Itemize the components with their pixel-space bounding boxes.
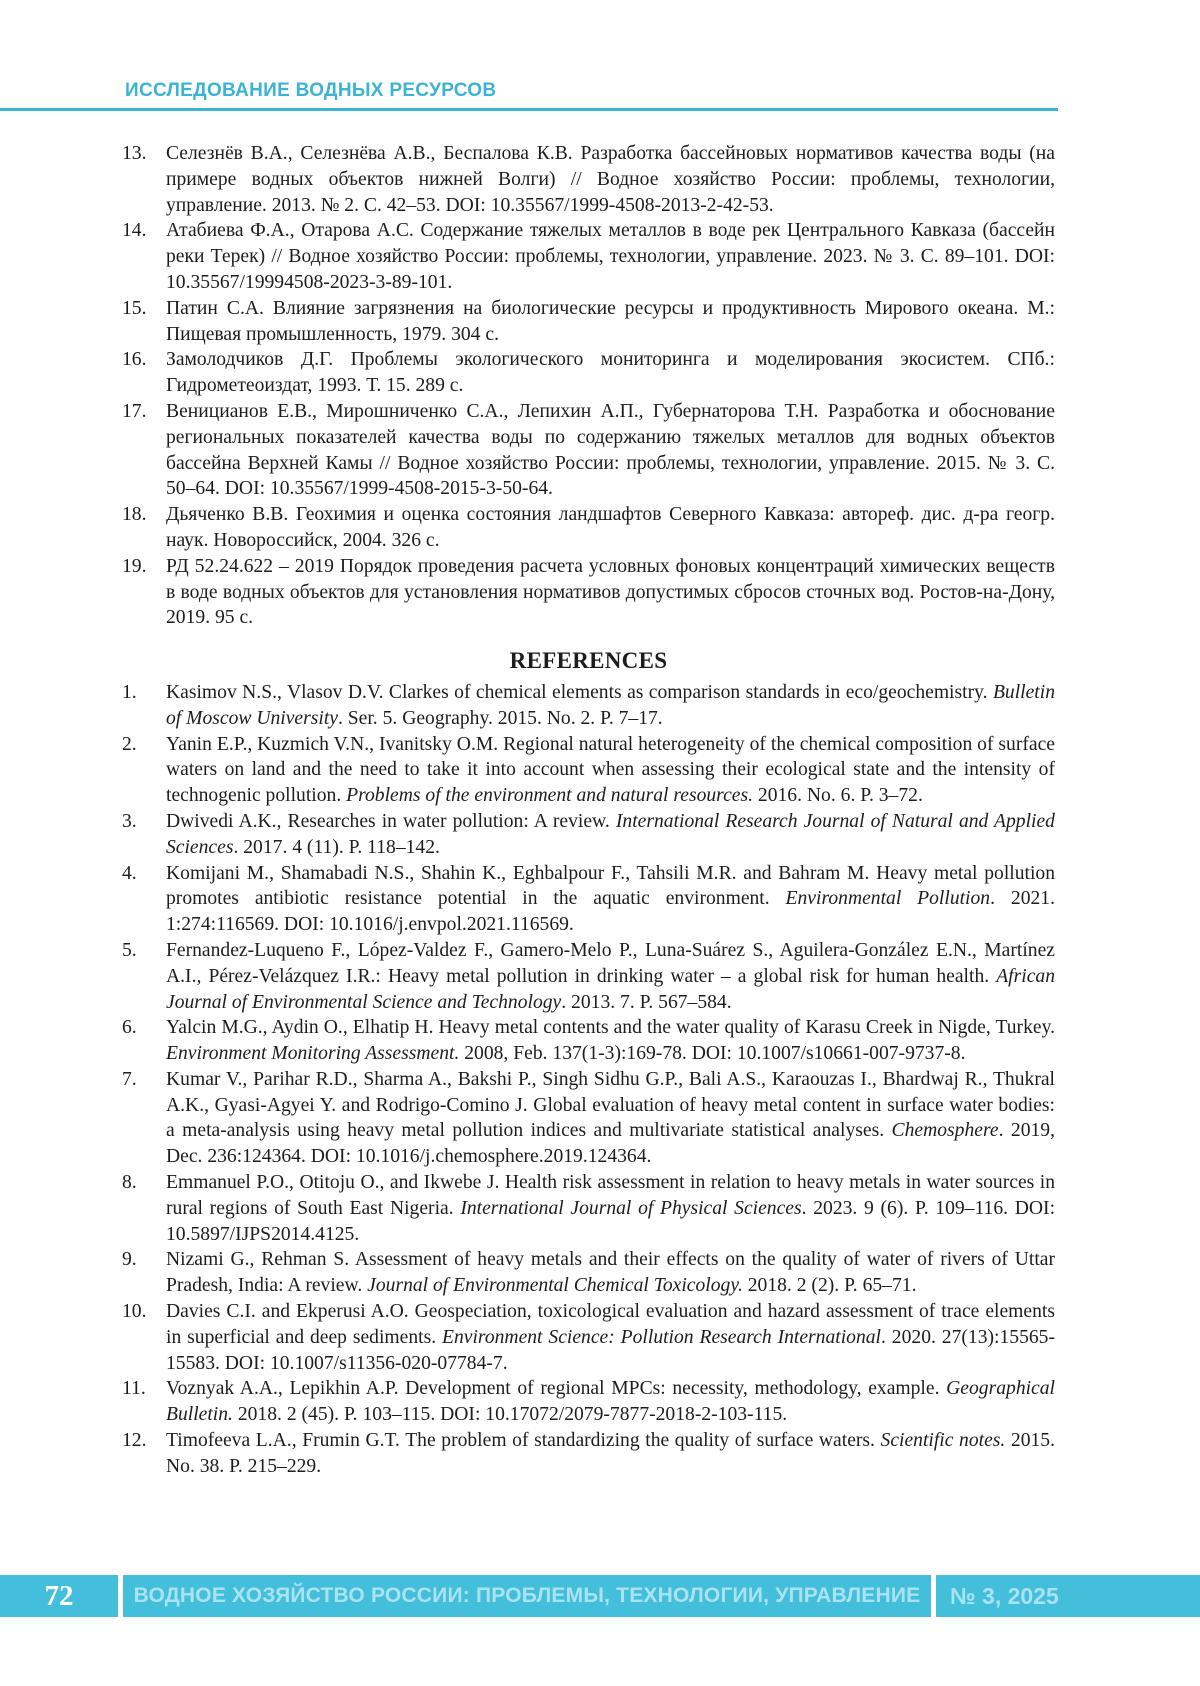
reference-item (122, 1015, 1055, 1067)
references-heading: REFERENCES (509, 648, 668, 674)
reference-source: Environmental Pollution (785, 888, 991, 910)
reference-text: Замолодчиков Д.Г. Проблемы экологического мониторинга и моделирования экосистем. СПб.: Гидрометеоиздат, 1993. Т. 15. 289 с. (166, 349, 1055, 397)
footer-bar (0, 1575, 1200, 1617)
reference-details: 2015. No. 38. P. 215–229. (166, 1430, 1056, 1477)
reference-number: 13. (122, 143, 147, 164)
reference-item (122, 1067, 1055, 1170)
reference-number: 5. (122, 939, 137, 961)
reference-number: 14. (122, 220, 147, 242)
reference-details: . 2017. 4 (11). P. 118–142. (233, 836, 440, 858)
reference-authors-title: Kumar V., Parihar R.D., Sharma A., Bakshi P., Singh Sidhu G.P., Bali A.S., Karaouzas I., Bhardwaj R., Thukral A.K., Gyasi-Agyei Y. and Rodrigo-Comino J. Global evaluation of heavy metal content in surface water bodies: a meta-analysis using heavy metal pollution indices and multivariate statistical analyses. (166, 1068, 1055, 1142)
reference-authors-title: Dwivedi A.K., Researches in water pollution: A review. (166, 810, 616, 832)
russian-reference-list (122, 141, 1055, 631)
reference-details: . 2020. 27(13):15565-15583. DOI: 10.1007/s11356-020-07784-7. (166, 1326, 1055, 1374)
reference-source: Bulletin of Moscow University (166, 681, 1055, 729)
header-rule (0, 108, 1058, 111)
reference-details: . Ser. 5. Geography. 2015. No. 2. P. 7–17. (337, 707, 663, 729)
reference-item (122, 938, 1055, 1015)
reference-item (122, 1170, 1055, 1247)
reference-text: Атабиева Ф.А., Отарова А.С. Содержание тяжелых металлов в воде рек Центрального Кавказа (бассейн реки Терек) // Водное хозяйство России: проблемы, технологии, управление. 2023. № 3. С. 89–101. DOI: 10.35567/19994508-2023-3-89-101. (166, 220, 1055, 293)
reference-item (122, 1247, 1055, 1299)
reference-item (122, 732, 1055, 809)
footer-divider (931, 1575, 936, 1617)
reference-item (122, 1299, 1055, 1376)
reference-text: Веницианов Е.В., Мирошниченко С.А., Лепихин А.П., Губернаторова Т.Н. Разработка и обоснование региональных показателей качества воды по содержанию тяжелых металлов для водных объектов бассейна Верхней Камы // Водное хозяйство России: проблемы, технологии, управление. 2015. № 3. С. 50–64. DOI: 10.35567/1999-4508-2015-3-50-64. (166, 400, 1055, 500)
reference-details: 2018. 2 (2). P. 65–71. (742, 1275, 917, 1297)
journal-title: ВОДНОЕ ХОЗЯЙСТВО РОССИИ: ПРОБЛЕМЫ, ТЕХНОЛОГИИ, УПРАВЛЕНИЕ (133, 1584, 921, 1607)
reference-source: Problems of the environment and natural resources. (346, 785, 754, 807)
reference-number: 17. (122, 400, 147, 422)
reference-authors-title: Fernandez-Luqueno F., López-Valdez F., Gamero-Melo P., Luna-Suárez S., Aguilera-González E.N., Martínez A.I., Pérez-Velázquez I.R.: Heavy metal pollution in drinking water – a global risk for human health. (166, 939, 1055, 987)
reference-authors-title: Emmanuel P.O., Otitoju O., and Ikwebe J. Health risk assessment in relation to heavy metals in water sources in rural regions of South East Nigeria. (166, 1172, 1055, 1219)
reference-item (122, 141, 1055, 218)
reference-authors-title: Yalcin M.G., Aydin O., Elhatip H. Heavy metal contents and the water quality of Karasu Creek in Nigde, Turkey. (166, 1017, 1055, 1039)
reference-details: . 2019, Dec. 236:124364. DOI: 10.1016/j.chemosphere.2019.124364. (166, 1120, 1055, 1168)
english-reference-list (122, 680, 1055, 1480)
reference-number: 6. (122, 1017, 137, 1039)
reference-text: Селезнёв В.А., Селезнёва А.В., Беспалова К.В. Разработка бассейновых нормативов качества воды (на примере водных объектов нижней Волги) // Водное хозяйство России: проблемы, технологии, управление. 2013. № 2. С. 42–53. DOI: 10.35567/1999-4508-2013-2-42-53. (166, 143, 1055, 216)
reference-item (122, 809, 1055, 861)
reference-number: 2. (122, 733, 137, 755)
reference-source: Geographical Bulletin. (166, 1378, 1055, 1426)
reference-item (122, 347, 1055, 399)
reference-authors-title: Timofeeva L.A., Frumin G.T. The problem of standardizing the quality of surface waters. (166, 1430, 881, 1452)
issue-label: № 3, 2025 (950, 1583, 1059, 1609)
reference-source: Environment Monitoring Assessment. (166, 1043, 460, 1065)
reference-item (122, 399, 1055, 502)
reference-number: 15. (122, 297, 147, 319)
reference-details: 2018. 2 (45). P. 103–115. DOI: 10.17072/2079-7877-2018-2-103-115. (232, 1404, 788, 1426)
reference-item (122, 554, 1055, 631)
reference-item (122, 502, 1055, 554)
reference-item (122, 1428, 1055, 1480)
reference-source: Scientific notes. (880, 1430, 1006, 1452)
reference-authors-title: Kasimov N.S., Vlasov D.V. Clarkes of chemical elements as comparison standards in eco/geochemistry. (166, 681, 993, 703)
reference-item (122, 861, 1055, 938)
reference-number: 18. (122, 504, 147, 526)
reference-authors-title: Voznyak A.A., Lepikhin A.P. Development of regional MPCs: necessity, methodology, example. (166, 1378, 947, 1400)
reference-text: Патин С.А. Влияние загрязнения на биологические ресурсы и продуктивность Мирового океана. М.: Пищевая промышленность, 1979. 304 с. (166, 297, 1055, 345)
reference-number: 8. (122, 1172, 137, 1194)
reference-source: Journal of Environmental Chemical Toxicology. (367, 1275, 743, 1297)
reference-number: 9. (122, 1249, 137, 1271)
reference-item (122, 218, 1055, 295)
reference-source: Environment Science: Pollution Research International (442, 1326, 881, 1348)
reference-source: African Journal of Environmental Science and Technology (166, 965, 1055, 1013)
reference-number: 1. (122, 681, 137, 703)
page-number: 72 (44, 1580, 74, 1612)
reference-number: 19. (122, 555, 147, 577)
reference-authors-title: Davies C.I. and Ekperusi A.O. Geospeciation, toxicological evaluation and hazard assessment of trace elements in superficial and deep sediments. (166, 1301, 1055, 1348)
reference-number: 16. (122, 349, 147, 371)
reference-details: 2016. No. 6. P. 3–72. (753, 785, 923, 807)
reference-number: 11. (122, 1378, 146, 1400)
reference-item (122, 296, 1055, 348)
reference-item (122, 680, 1055, 732)
reference-authors-title: Yanin E.P., Kuzmich V.N., Ivanitsky O.M. Regional natural heterogeneity of the chemical composition of surface waters on land and the need to take it into account when assessing their ecological state and the intensity of technogenic pollution. (166, 733, 1055, 807)
reference-text: РД 52.24.622 – 2019 Порядок проведения расчета условных фоновых концентраций химических веществ в воде водных объектов для установления нормативов допустимых сбросов сточных вод. Ростов-на-Дону, 2019. 95 с. (166, 555, 1055, 629)
reference-number: 12. (122, 1430, 147, 1452)
reference-details: . 2021. 1:274:116569. DOI: 10.1016/j.envpol.2021.116569. (166, 888, 1055, 936)
reference-number: 3. (122, 810, 137, 832)
reference-authors-title: Nizami G., Rehman S. Assessment of heavy metals and their effects on the quality of water of rivers of Uttar Pradesh, India: A review. (166, 1249, 1055, 1297)
footer-divider (118, 1575, 123, 1617)
reference-list-content (122, 141, 1055, 1480)
reference-details: 2008, Feb. 137(1-3):169-78. DOI: 10.1007/s10661-007-9737-8. (459, 1043, 966, 1065)
reference-number: 4. (122, 862, 137, 884)
reference-number: 10. (122, 1301, 147, 1323)
reference-text: Дьяченко В.В. Геохимия и оценка состояния ландшафтов Северного Кавказа: автореф. дис. д-ра геогр. наук. Новороссийск, 2004. 326 с. (166, 504, 1055, 551)
reference-details: . 2013. 7. P. 567–584. (561, 991, 732, 1013)
reference-number: 7. (122, 1068, 137, 1090)
reference-source: International Journal of Physical Sciences (460, 1197, 802, 1219)
reference-source: Chemosphere (891, 1120, 999, 1142)
reference-source: International Research Journal of Natural and Applied Sciences (166, 810, 1055, 858)
reference-details: . 2023. 9 (6). P. 109–116. DOI: 10.5897/IJPS2014.4125. (166, 1197, 1056, 1245)
reference-item (122, 1376, 1055, 1428)
reference-authors-title: Komijani M., Shamabadi N.S., Shahin K., Eghbalpour F., Tahsili M.R. and Bahram M. Heavy metal pollution promotes antibiotic resistance potential in the aquatic environment. (166, 862, 1055, 910)
running-head-title: ИССЛЕДОВАНИЕ ВОДНЫХ РЕСУРСОВ (125, 80, 497, 101)
